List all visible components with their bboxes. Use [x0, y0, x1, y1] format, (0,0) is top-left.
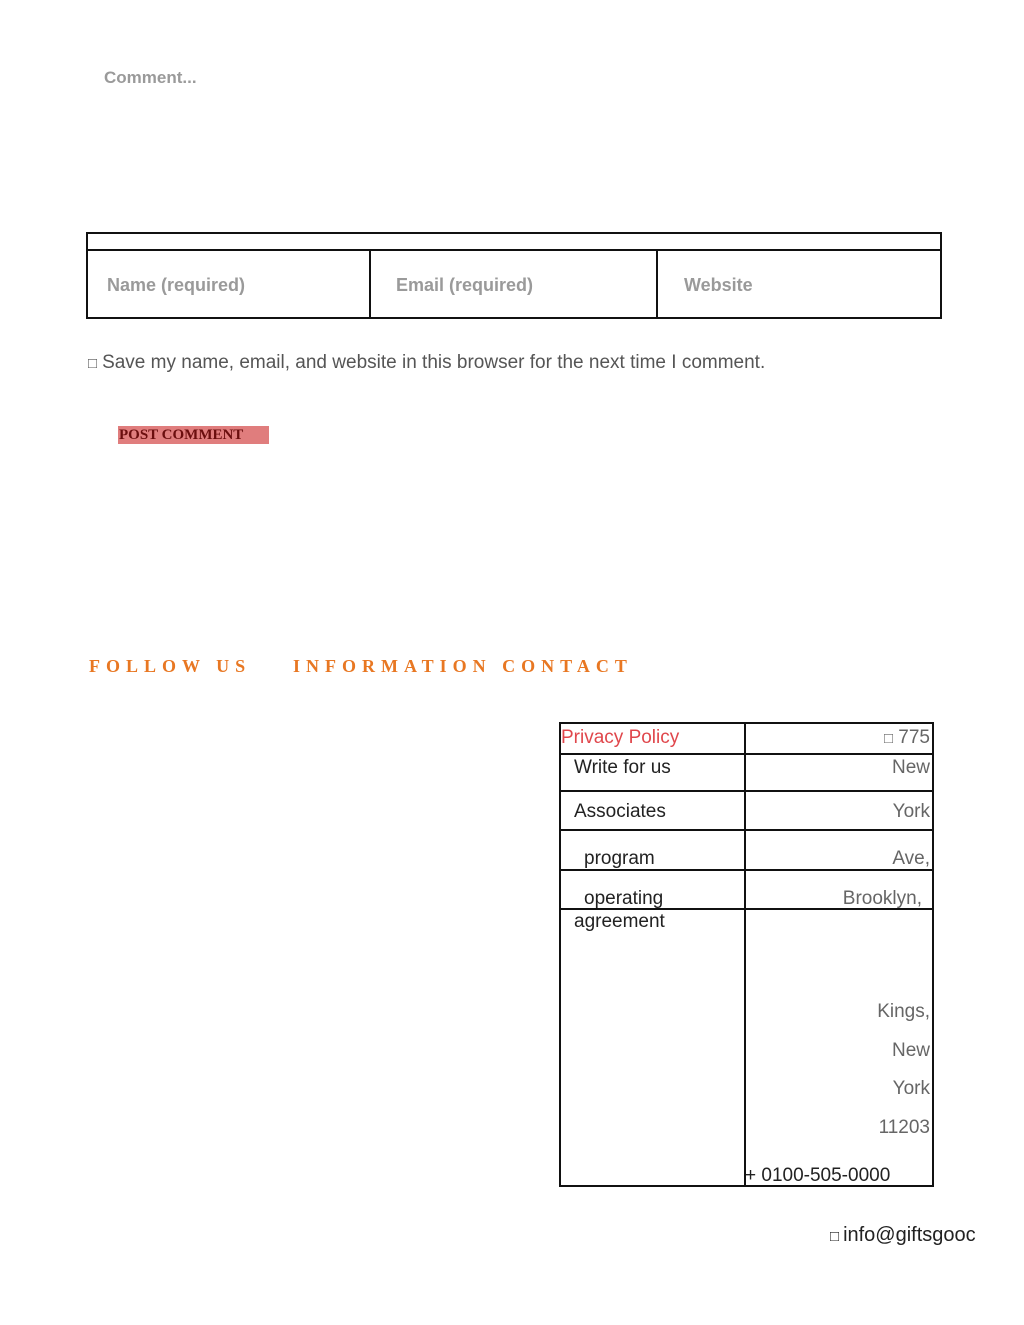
comment-placeholder: Comment...: [104, 68, 197, 87]
write-for-us-link[interactable]: Write for us: [574, 757, 671, 778]
address-line-8: York: [892, 1078, 930, 1099]
table-column-divider: [744, 724, 746, 1185]
save-consent-checkbox[interactable]: □: [88, 355, 98, 372]
table-row-divider: [561, 829, 932, 831]
email-field[interactable]: [371, 251, 658, 317]
email-placeholder: Email (required): [396, 275, 534, 295]
associates-link[interactable]: Associates: [574, 801, 666, 822]
address-line-3: York: [892, 801, 930, 822]
address-line-2: New: [891, 757, 930, 778]
privacy-policy-link[interactable]: Privacy Policy: [561, 727, 680, 748]
address-line-6: Kings,: [877, 1001, 930, 1022]
contact-email-text[interactable]: info@giftsgooc: [843, 1224, 976, 1246]
fields-top-divider: [88, 234, 940, 251]
follow-us-heading: FOLLOW US: [89, 656, 252, 676]
location-icon: □: [883, 730, 894, 747]
email-icon: □: [830, 1228, 840, 1245]
comment-textarea[interactable]: [104, 68, 197, 88]
save-consent-label: Save my name, email, and website in this browser for the next time I comment.: [102, 352, 766, 373]
operating-agreement-link[interactable]: operating: [584, 888, 664, 909]
comment-fields-row: [86, 232, 942, 319]
phone-number: + 0100-505-0000: [745, 1165, 891, 1186]
table-row-divider: [561, 753, 932, 755]
associates-program-link[interactable]: program: [584, 848, 655, 869]
website-field[interactable]: [658, 251, 940, 317]
contact-email: [830, 1224, 976, 1247]
address-line-1: [884, 727, 930, 749]
operating-agreement-link-2[interactable]: agreement: [574, 911, 665, 932]
information-contact-table: [559, 722, 934, 1187]
address-line-7: New: [891, 1040, 930, 1061]
address-line-9: 11203: [878, 1117, 930, 1138]
address-line-4: Ave,: [892, 848, 930, 869]
name-field[interactable]: [88, 251, 371, 317]
post-comment-button[interactable]: [118, 426, 269, 444]
address-line-1-text: 775: [898, 727, 930, 748]
table-row-divider: [561, 790, 932, 792]
website-placeholder: Website: [684, 275, 753, 295]
post-comment-label: POST COMMENT: [119, 427, 244, 443]
address-line-5: Brooklyn,: [842, 888, 922, 909]
save-consent: [88, 352, 765, 374]
information-contact-heading: INFORMATION CONTACT: [293, 656, 633, 676]
name-placeholder: Name (required): [107, 275, 246, 295]
